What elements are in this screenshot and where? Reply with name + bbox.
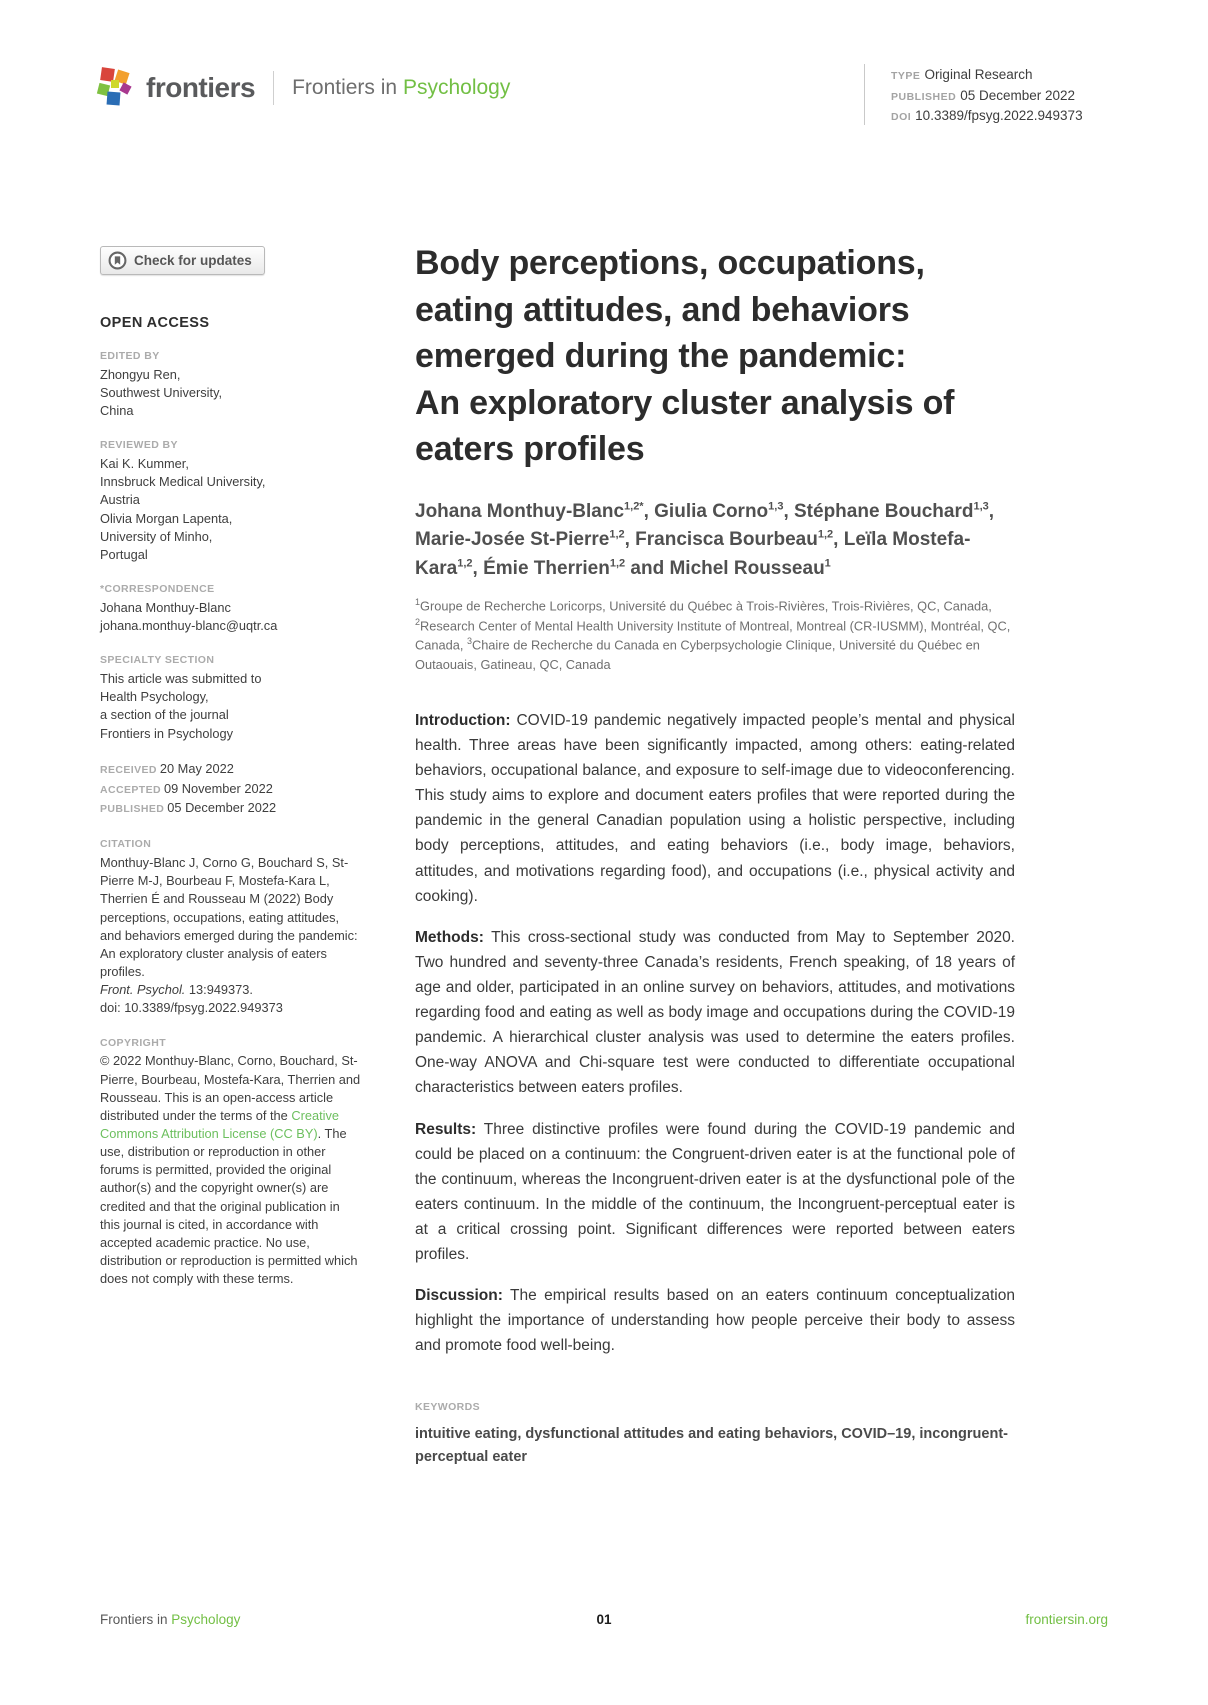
author-affil-sup: 1,3 [973, 500, 989, 513]
journal-name: Psychology [402, 76, 511, 99]
affil-text: Chaire de Recherche du Canada en Cyberpsychologie Clinique, Université du Québec en Outaouais, Gatineau, QC, Canada [415, 637, 980, 672]
correspondence-label: *CORRESPONDENCE [100, 583, 215, 596]
author-name: , Giulia Corno [643, 500, 769, 522]
journal-title [292, 76, 510, 100]
reviewed-by-label: REVIEWED BY [100, 439, 178, 452]
abstract [415, 708, 1015, 1359]
left-sidebar [100, 246, 362, 1288]
author-name: , Stéphane Bouchard [783, 500, 974, 522]
author-affil-sup: 1,2* [624, 500, 644, 513]
author-list [415, 498, 1015, 584]
author-affil-sup: 1,2 [609, 557, 626, 570]
citation-doi: doi: 10.3389/fpsyg.2022.949373 [100, 1000, 283, 1016]
editor-name: Zhongyu Ren, [100, 366, 181, 382]
reviewer-name: Olivia Morgan Lapenta, [100, 510, 233, 526]
abstract-results-text: Three distinctive profiles were found during the COVID-19 pandemic and could be placed on a continuum: the Congruent-driven eater is at the functional pole of the continuum, whereas the Incongruent-driven eater is at the dysfunctional pole of the eaters continuum. In the middle of the continuum, the Incongruent-perceptual eater is at a critical crossing point. Significant differences were reported between eaters profiles. [415, 1120, 1015, 1264]
abstract-methods-text: This cross-sectional study was conducted from May to September 2020. Two hundred and seventy-three Canada’s residents, French speaking, of 18 years of age and older, participated in an online survey on behaviors, attitudes, and motivations regarding food and eating as well as body image and occupations during the COVID-19 pandemic. A hierarchical cluster analysis was used to determine the eaters profiles. One-way ANOVA and Chi-square test were conducted to differentiate occupational characteristics between eaters profiles. [415, 928, 1015, 1097]
meta-published-value: 05 December 2022 [960, 87, 1076, 103]
abstract-methods-label: Methods: [415, 928, 484, 946]
citation-volume: 13:949373. [188, 982, 253, 998]
affil-sup: 2 [415, 616, 421, 627]
accepted-date [100, 780, 362, 800]
author-name: and Michel Rousseau [625, 557, 825, 579]
specialty-section [100, 652, 362, 742]
editor-country: China [100, 403, 134, 419]
published-value: 05 December 2022 [167, 800, 277, 816]
correspondence-name: Johana Monthuy-Blanc [100, 599, 231, 615]
author-affil-sup: 1,2 [609, 529, 625, 542]
author-affil-sup: 1 [824, 557, 831, 570]
affil-sup: 3 [466, 636, 472, 647]
specialty-line: a section of the journal [100, 707, 229, 723]
reviewer-name: Kai K. Kummer, [100, 456, 189, 472]
frontiersin-org-link[interactable]: frontiersin.org [1025, 1612, 1108, 1627]
accepted-value: 09 November 2022 [163, 780, 273, 796]
specialty-line: This article was submitted to [100, 671, 262, 687]
title-line: Body perceptions, occupations, [415, 244, 925, 282]
check-for-updates-button[interactable] [100, 246, 265, 275]
title-line: eaters profiles [415, 430, 645, 469]
correspondence-email[interactable]: johana.monthuy-blanc@uqtr.ca [100, 618, 278, 634]
correspondence-section [100, 581, 362, 635]
author-name: , Émie Therrien [472, 557, 610, 579]
abstract-introduction-text: COVID-19 pandemic negatively impacted people’s mental and physical health. Three areas have been significantly impacted, among others: eating-related behaviors, occupational balance, and exposure to self-image due to videoconferencing. This study aims to explore and document eaters profiles that were reported during the pandemic in the general Canadian population using a holistic perspective, including body perceptions, attitudes, and eating behaviors (i.e., body image, behaviors, attitudes, and motivations regarding food), and occupations (i.e., physical activity and cooking). [415, 711, 1015, 905]
title-line: emerged during the pandemic: [415, 337, 907, 376]
article-main [415, 240, 1015, 1469]
received-date [100, 760, 362, 780]
citation-section [100, 836, 362, 1017]
abstract-discussion-label: Discussion: [415, 1287, 503, 1305]
specialty-section-label: SPECIALTY SECTION [100, 654, 215, 667]
crossmark-icon [108, 251, 127, 270]
received-value: 20 May 2022 [159, 760, 234, 776]
published-date [100, 799, 362, 819]
cc-by-license-link[interactable]: Creative Commons Attribution License (CC BY) [100, 1107, 340, 1141]
article-meta [864, 64, 1083, 125]
title-line: eating attitudes, and behaviors [415, 290, 910, 329]
meta-published-label: PUBLISHED [891, 90, 957, 103]
reviewer-affiliation: University of Minho, [100, 528, 213, 544]
affil-sup: 1 [415, 597, 421, 608]
author-name: Johana Monthuy-Blanc [415, 500, 625, 522]
edited-by-label: EDITED BY [100, 350, 160, 362]
abstract-results [415, 1117, 1015, 1268]
citation-journal: Front. Psychol. [100, 982, 186, 998]
keywords-label: KEYWORDS [415, 1400, 481, 1413]
footer-journal-prefix: Frontiers in [100, 1612, 168, 1627]
editor-affiliation: Southwest University, [100, 385, 223, 400]
page-number: 01 [596, 1612, 612, 1627]
meta-type-label: TYPE [891, 70, 921, 82]
reviewer-country: Austria [100, 492, 140, 508]
edited-by-section [100, 348, 362, 420]
reviewed-by-section [100, 437, 362, 564]
article-title [415, 240, 1015, 473]
abstract-results-label: Results: [415, 1120, 477, 1138]
open-access-badge: OPEN ACCESS [100, 315, 210, 331]
citation-label: CITATION [100, 838, 152, 851]
author-name: , Leïla Mostefa-Kara [415, 529, 971, 579]
author-name: , Francisca Bourbeau [624, 529, 818, 551]
meta-divider [864, 64, 865, 125]
meta-type-value: Original Research [924, 67, 1033, 82]
keywords-text: intuitive eating, dysfunctional attitudes and eating behaviors, COVID–19, incongruent-perceptual eater [415, 1425, 1008, 1465]
meta-doi-value: 10.3389/fpsyg.2022.949373 [915, 108, 1083, 124]
specialty-line: Frontiers in Psychology [100, 725, 233, 741]
citation-body: Monthuy-Blanc J, Corno G, Bouchard S, St-Pierre M-J, Bourbeau F, Mostefa-Kara L, Therrien É and Rousseau M (2022) Body perceptions, occupations, eating attitudes, and behaviors emerged during the pandemic: An exploratory cluster analysis of eaters profiles. [100, 855, 358, 980]
author-affil-sup: 1,2 [817, 529, 834, 542]
journal-prefix: Frontiers in [292, 76, 398, 99]
copyright-after-link: . The use, distribution or reproduction in other forums is permitted, provided the original author(s) and the copyright owner(s) are credited and that the original publication in this journal is cited, in accordance with accepted academic practice. No use, distribution or reproduction is permitted which does not comply with these terms. [100, 1125, 358, 1287]
footer-journal [100, 1612, 436, 1627]
meta-doi [891, 107, 1083, 125]
specialty-line: Health Psychology, [100, 689, 209, 705]
header-divider [273, 71, 274, 105]
abstract-methods [415, 925, 1015, 1101]
abstract-discussion-text: The empirical results based on an eaters continuum conceptualization highlight the importance of understanding how people perceive their body to assess and promote food well-being. [415, 1287, 1015, 1355]
page-footer [100, 1612, 1108, 1627]
author-affil-sup: 1,3 [768, 500, 784, 513]
copyright-label: COPYRIGHT [100, 1036, 167, 1049]
citation-text [100, 854, 362, 1017]
history-dates-section [100, 760, 362, 820]
affiliation-list [415, 596, 1015, 674]
received-label: RECEIVED [100, 763, 157, 776]
meta-doi-label: DOI [891, 111, 912, 124]
published-label: PUBLISHED [100, 803, 165, 816]
frontiers-logo-icon [98, 68, 136, 108]
reviewer-country: Portugal [100, 546, 148, 562]
author-name: , Marie-Josée St-Pierre [415, 500, 995, 551]
abstract-introduction [415, 708, 1015, 909]
meta-type [891, 66, 1083, 84]
footer-journal-name: Psychology [171, 1612, 241, 1627]
abstract-discussion [415, 1283, 1015, 1358]
frontiers-logo-word: frontiers [146, 72, 256, 103]
copyright-before-link: © 2022 Monthuy-Blanc, Corno, Bouchard, St-Pierre, Bourbeau, Mostefa-Kara, Therrien and Rousseau. This is an open-access article distributed under the terms of the [100, 1053, 361, 1123]
meta-published [891, 87, 1083, 105]
affil-text: Research Center of Mental Health University Institute of Montreal, Montreal (CR-IUSMM), Montréal, QC, Canada, [415, 618, 1011, 653]
accepted-label: ACCEPTED [100, 783, 161, 796]
journal-header [98, 68, 510, 108]
title-line: An exploratory cluster analysis of [415, 383, 955, 422]
reviewer-affiliation: Innsbruck Medical University, [100, 474, 266, 490]
author-affil-sup: 1,2 [457, 557, 473, 570]
check-for-updates-label: Check for updates [134, 253, 252, 268]
affil-text: Groupe de Recherche Loricorps, Université du Québec à Trois-Rivières, Trois-Rivières, QC, Canada, [420, 598, 992, 614]
copyright-section [100, 1035, 362, 1289]
abstract-introduction-label: Introduction: [415, 711, 511, 729]
copyright-text [100, 1052, 362, 1288]
